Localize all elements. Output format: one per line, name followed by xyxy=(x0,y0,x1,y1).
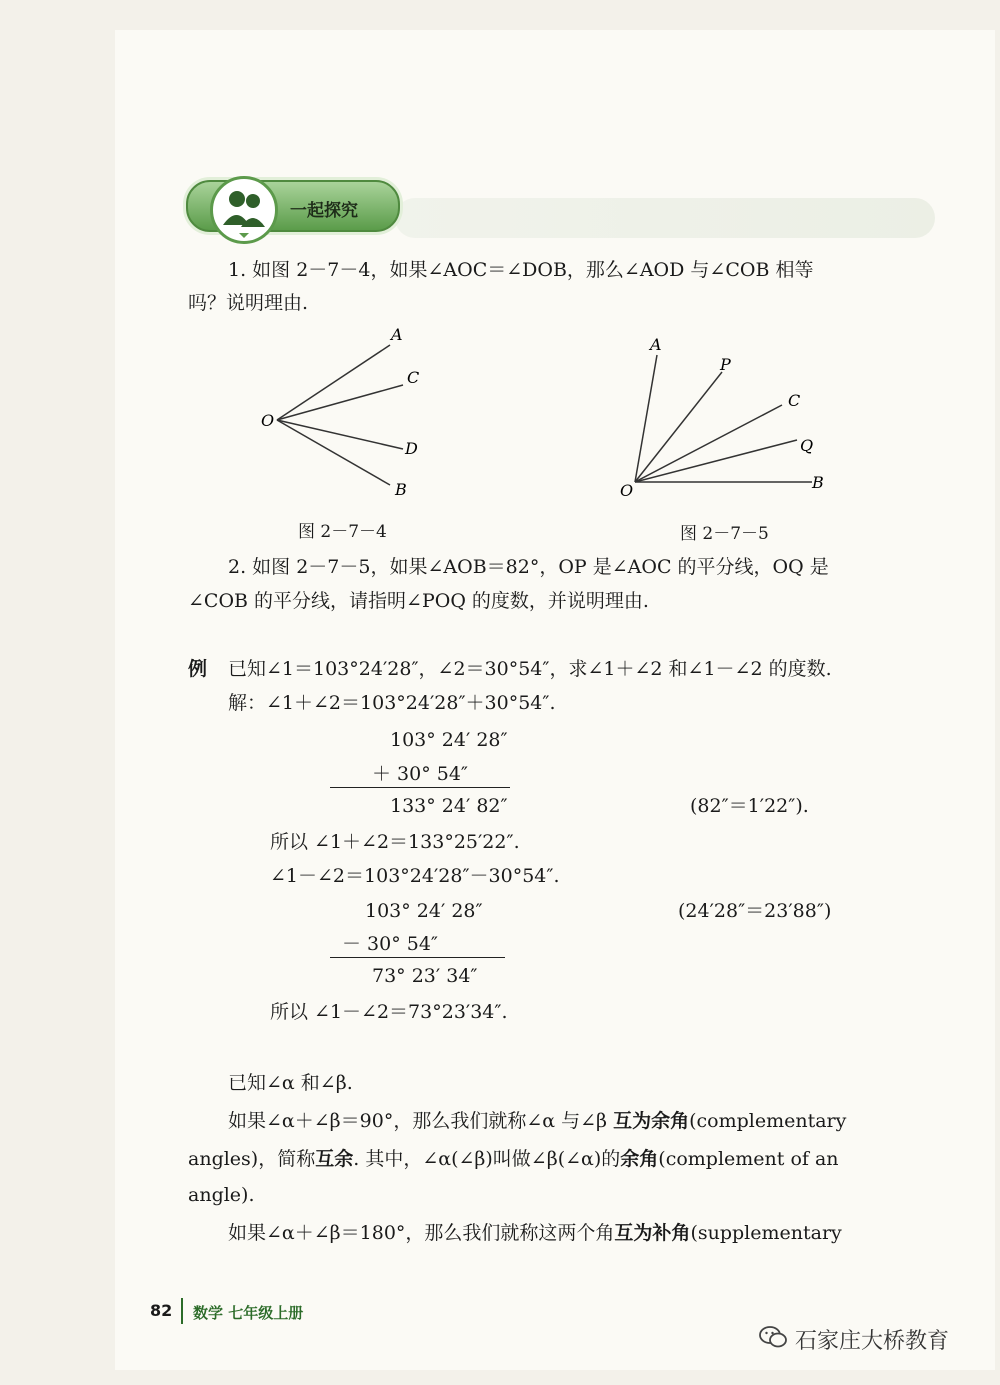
label-b: B xyxy=(812,473,824,492)
label-c: C xyxy=(407,368,420,387)
label-o: O xyxy=(261,411,275,430)
example-statement: 已知∠1＝103°24′28″，∠2＝30°54″，求∠1＋∠2 和∠1－∠2 的度数. xyxy=(228,658,832,680)
page-number: 82 xyxy=(150,1301,173,1320)
definition-complement-line xyxy=(188,1146,839,1172)
addition-row-2: ＋ 30° 54″ xyxy=(372,763,469,785)
term-short-complementary: 互余 xyxy=(315,1148,354,1170)
text-segment: . 其中，∠α(∠β)叫做∠β(∠α)的 xyxy=(353,1148,621,1170)
definition-supplementary-line xyxy=(228,1220,842,1246)
subtraction-intro: ∠1－∠2＝103°24′28″－30°54″. xyxy=(270,865,560,887)
question-1-line-1: 1. 如图 2－7－4，如果∠AOC＝∠DOB，那么∠AOD 与∠COB 相等 xyxy=(228,259,814,281)
addition-result: 所以 ∠1＋∠2＝133°25′22″. xyxy=(270,831,520,853)
figure-2-7-4-caption: 图 2－7－4 xyxy=(298,522,387,542)
footer-divider xyxy=(181,1298,183,1324)
ray-oc xyxy=(277,385,403,420)
ray-op xyxy=(635,372,722,482)
ray-ob xyxy=(277,420,390,485)
text-segment: 如果∠α＋∠β＝90°，那么我们就称∠α 与∠β xyxy=(228,1110,614,1132)
subtraction-row-2: － 30° 54″ xyxy=(342,933,439,955)
ray-oa xyxy=(635,355,657,482)
example-solution: 解：∠1＋∠2＝103°24′28″＋30°54″. xyxy=(228,692,556,714)
ray-oc xyxy=(635,405,782,482)
definition-given: 已知∠α 和∠β. xyxy=(228,1072,353,1094)
label-q: Q xyxy=(800,436,814,455)
question-2-line-1: 2. 如图 2－7－5，如果∠AOB＝82°，OP 是∠AOC 的平分线，OQ 是 xyxy=(228,556,829,578)
term-supplementary: 互为补角 xyxy=(614,1222,691,1244)
subtraction-row-3: 73° 23′ 34″ xyxy=(372,965,478,987)
text-segment: (complement of an xyxy=(658,1148,839,1170)
text-segment: 如果∠α＋∠β＝180°，那么我们就称这两个角 xyxy=(228,1222,615,1244)
definition-angle-end: angle). xyxy=(188,1184,255,1206)
example-tag: 例 xyxy=(188,658,208,680)
figure-2-7-4 xyxy=(255,325,435,510)
term-complement: 余角 xyxy=(620,1148,659,1170)
text-segment: (complementary xyxy=(689,1110,847,1132)
addition-row-1: 103° 24′ 28″ xyxy=(390,729,508,751)
book-title: 数学 七年级上册 xyxy=(193,1304,304,1322)
question-2-line-2: ∠COB 的平分线，请指明∠POQ 的度数，并说明理由. xyxy=(188,590,649,612)
label-c: C xyxy=(788,391,801,410)
subtraction-result: 所以 ∠1－∠2＝73°23′34″. xyxy=(270,1001,508,1023)
addition-rule xyxy=(330,787,510,788)
bleed-through-banner xyxy=(395,198,935,238)
wechat-icon xyxy=(758,1324,788,1354)
label-a: A xyxy=(391,325,403,344)
label-d: D xyxy=(405,439,418,458)
watermark-text: 石家庄大桥教育 xyxy=(795,1329,950,1354)
section-title: 一起探究 xyxy=(290,201,358,221)
people-icon xyxy=(210,176,278,244)
term-complementary: 互为余角 xyxy=(613,1110,690,1132)
subtraction-rule xyxy=(330,957,505,958)
label-o: O xyxy=(620,481,634,500)
figure-2-7-5-caption: 图 2－7－5 xyxy=(680,524,769,544)
text-segment: (supplementary xyxy=(690,1222,842,1244)
ray-oq xyxy=(635,440,797,482)
addition-row-3: 133° 24′ 82″ xyxy=(390,795,508,817)
figure-2-7-5 xyxy=(612,330,837,510)
question-1-line-2: 吗？说明理由. xyxy=(188,292,309,314)
ray-oa xyxy=(277,345,390,420)
label-b: B xyxy=(395,480,407,499)
label-a: A xyxy=(650,335,662,354)
ray-od xyxy=(277,420,403,449)
label-p: P xyxy=(720,355,731,374)
addition-carry-note: (82″＝1′22″). xyxy=(690,795,809,817)
definition-complementary-line xyxy=(228,1108,846,1134)
subtraction-borrow-note: (24′28″＝23′88″) xyxy=(678,900,832,922)
subtraction-row-1: 103° 24′ 28″ xyxy=(365,900,483,922)
text-segment: angles)，简称 xyxy=(188,1148,316,1170)
